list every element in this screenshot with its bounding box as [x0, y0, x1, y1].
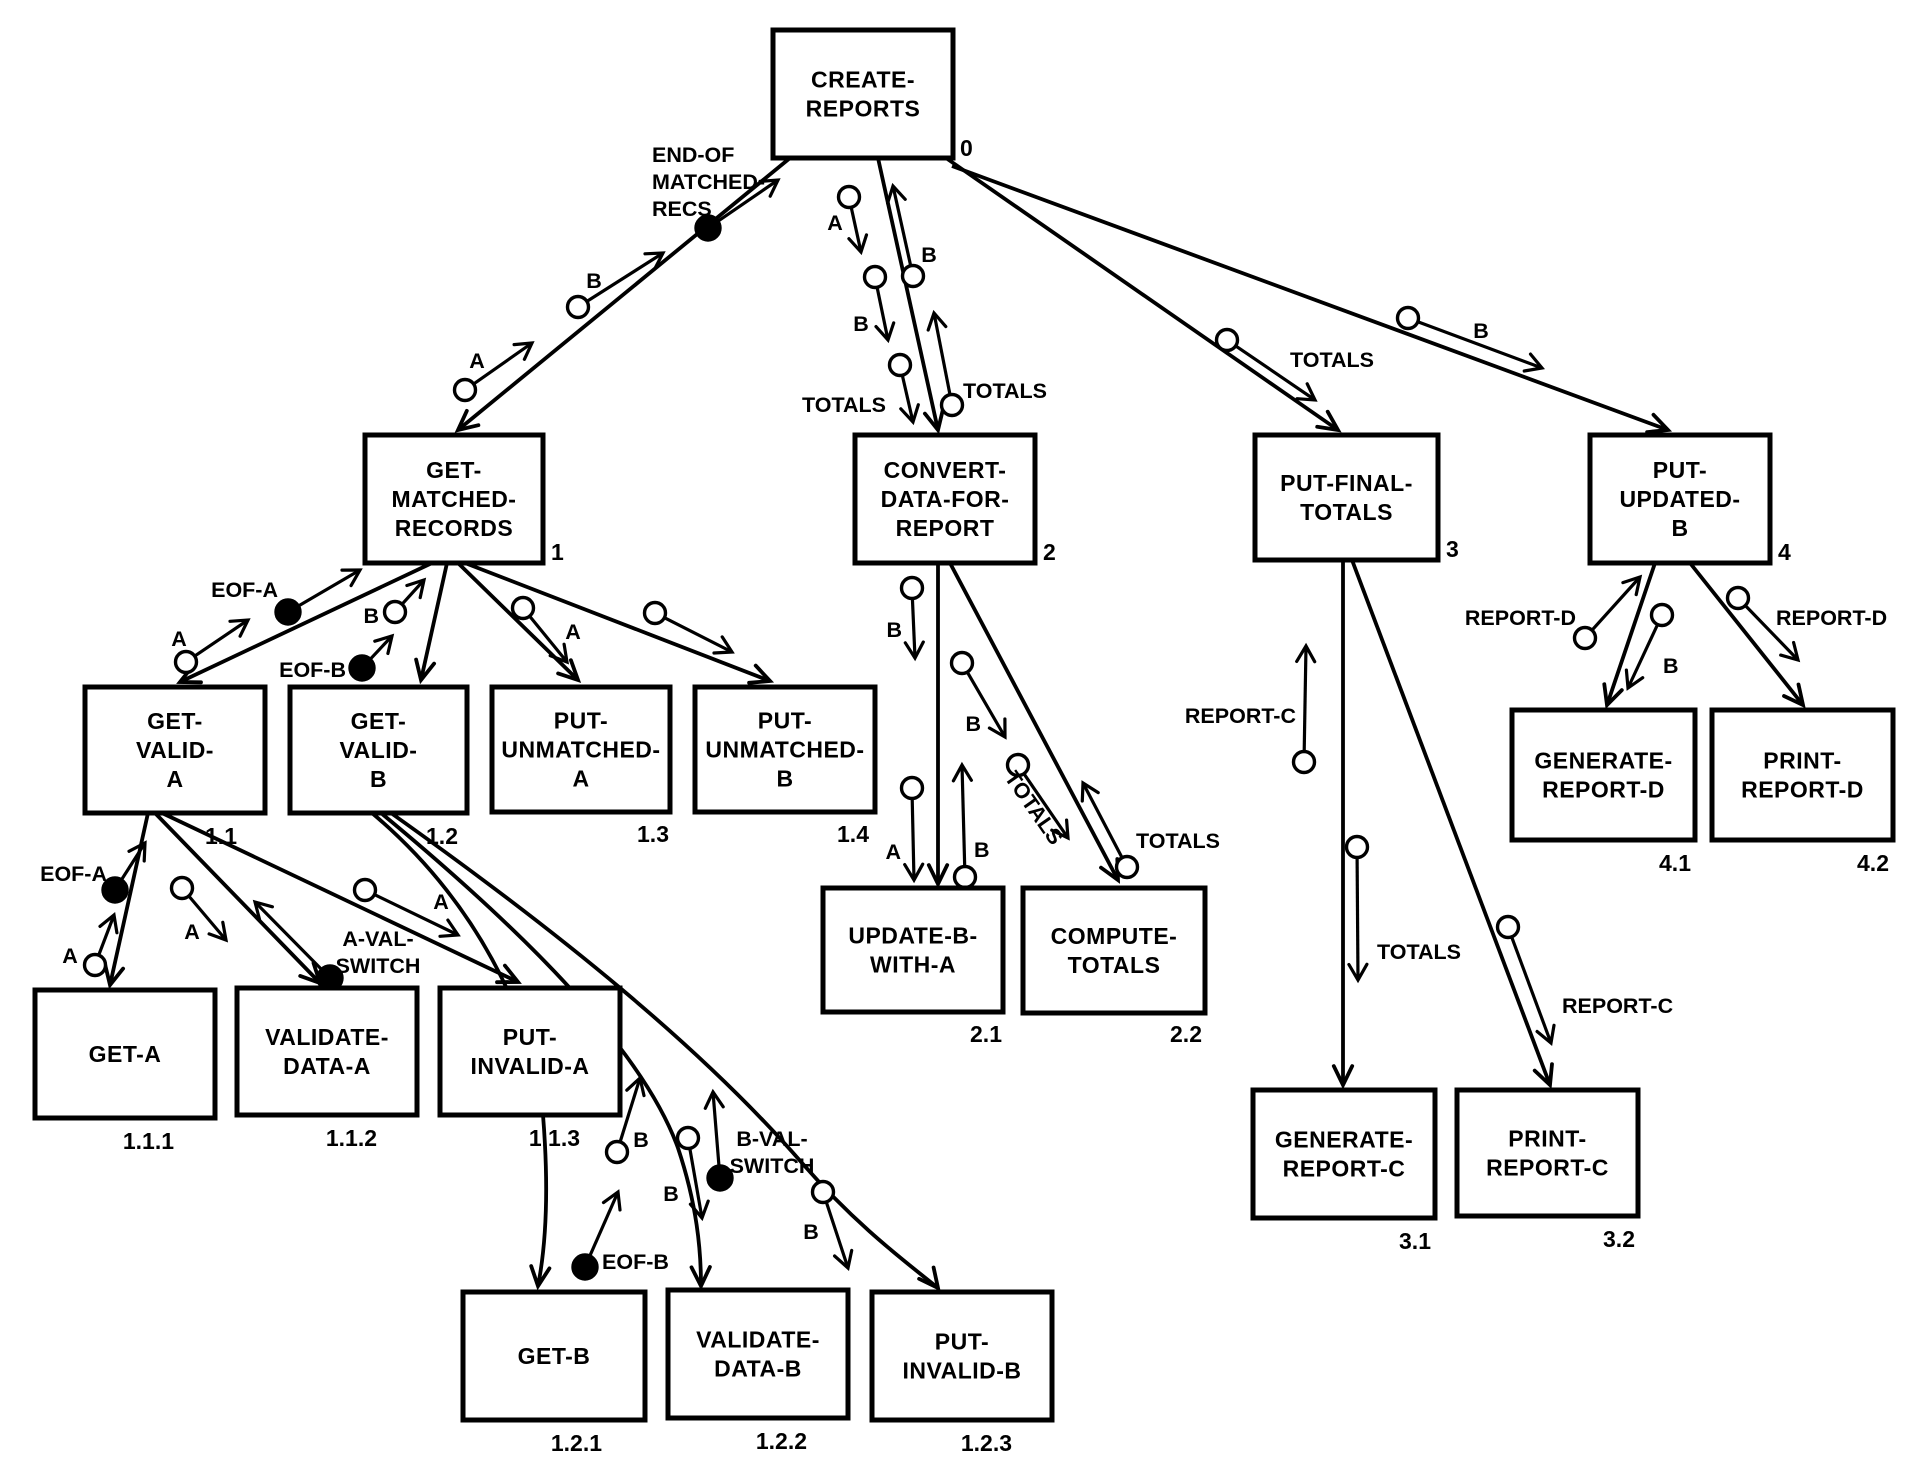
module-label: VALID-	[339, 737, 418, 763]
couple-label: B	[663, 1182, 679, 1206]
data-couple-circle-icon	[890, 355, 911, 376]
couple-label: B	[886, 618, 902, 642]
call-pub-to-print-d	[1690, 563, 1803, 705]
module-label: WITH-A	[869, 951, 957, 978]
couple-shaft	[255, 902, 323, 971]
data-report-d-up-from-generate-d	[1465, 577, 1640, 649]
module-box-update-b-with-a	[823, 888, 1003, 1012]
module-label: UNMATCHED-	[705, 736, 865, 763]
couple-label: SWITCH	[729, 1154, 815, 1178]
couple-label: B-VAL-	[736, 1127, 808, 1151]
module-label: DATA-FOR-	[880, 486, 1010, 512]
couple-label: A	[171, 627, 187, 651]
data-report-c-down-to-print-c	[1498, 917, 1674, 1044]
module-label: B	[776, 765, 794, 792]
module-label: MATCHED-	[391, 486, 517, 512]
module-label: GET-B	[517, 1343, 591, 1369]
couple-label: TOTALS	[963, 379, 1048, 403]
call-line	[458, 158, 790, 430]
module-box-print-report-c	[1457, 1090, 1638, 1216]
couple-shaft	[1304, 646, 1306, 752]
module-box-validate-data-a	[237, 988, 417, 1115]
module-label: B	[1671, 515, 1689, 541]
couple-label: RECS	[652, 197, 712, 221]
data-couple-circle-icon	[355, 880, 376, 901]
data-couple-circle-icon	[1575, 628, 1596, 649]
module-number: 1.1.1	[122, 1128, 174, 1154]
module-label: PRINT-	[1763, 747, 1842, 774]
couple-label: EOF-B	[602, 1250, 669, 1274]
call-line	[1690, 563, 1803, 705]
data-a-up-to-create	[455, 343, 533, 401]
couple-label: A-VAL-	[342, 927, 414, 951]
module-label: UNMATCHED-	[501, 736, 661, 763]
module-label: TOTALS	[1067, 952, 1161, 978]
data-couple-circle-icon	[455, 380, 476, 401]
couple-label: A	[885, 840, 901, 864]
call-convert-to-update	[929, 563, 947, 884]
module-get-valid-b	[290, 687, 467, 849]
module-label: REPORT-D	[1542, 776, 1665, 803]
couple-label: A	[469, 349, 485, 373]
couple-label: EOF-A	[211, 578, 278, 602]
couple-label: TOTALS	[1136, 829, 1221, 853]
module-number: 1.1.3	[528, 1125, 580, 1151]
call-create-to-get-matched	[458, 158, 790, 430]
flag-eof-b-from-get-b	[573, 1192, 669, 1279]
data-couple-circle-icon	[85, 955, 106, 976]
data-couple-circle-icon	[645, 603, 666, 624]
data-couple-circle-icon	[1347, 837, 1368, 858]
module-label: REPORT-C	[1282, 1155, 1406, 1182]
module-label: GENERATE-	[1274, 1126, 1414, 1153]
data-couple-circle-icon	[902, 778, 923, 799]
module-label: GET-	[426, 457, 482, 483]
module-put-invalid-b	[872, 1292, 1052, 1456]
call-line	[458, 563, 578, 680]
couple-label: A	[827, 211, 843, 235]
module-label: CREATE-	[810, 66, 916, 93]
module-put-final-totals	[1255, 435, 1459, 562]
data-totals-up-from-convert	[928, 313, 1047, 416]
module-number: 4.1	[1659, 850, 1691, 876]
data-couple-circle-icon	[1294, 752, 1315, 773]
data-couple-circle-icon	[1498, 917, 1519, 938]
data-b-up-to-create	[568, 253, 664, 318]
module-label: VALIDATE-	[696, 1326, 820, 1353]
data-to-put-unmatched-b	[645, 603, 733, 654]
data-totals-up-from-compute	[1082, 783, 1220, 878]
data-couple-circle-icon	[1728, 588, 1749, 609]
couple-label: A	[433, 890, 449, 914]
data-a-up-from-get-valid-a	[171, 620, 248, 673]
module-label: PUT-	[553, 707, 609, 734]
couple-shaft	[1592, 577, 1640, 630]
module-label: INVALID-A	[470, 1053, 590, 1079]
couple-arrowhead-icon	[230, 620, 248, 636]
module-number: 3.1	[1399, 1228, 1431, 1254]
data-report-d-down-to-print-d	[1728, 588, 1888, 661]
module-label: PUT-	[1652, 457, 1708, 483]
module-label: UPDATE-B-	[848, 922, 978, 949]
data-b-up-from-update	[953, 765, 989, 888]
call-line	[878, 158, 938, 430]
couple-label: A	[62, 944, 78, 968]
module-box-print-report-d	[1712, 710, 1893, 840]
module-label: COMPUTE-	[1050, 923, 1178, 949]
module-number: 3.2	[1603, 1226, 1635, 1252]
module-label: INVALID-B	[902, 1357, 1022, 1384]
data-b-down-to-generate-d	[1626, 605, 1678, 689]
couple-shaft	[1512, 937, 1551, 1043]
module-number: 1.2	[426, 823, 458, 849]
couple-label: REPORT-C	[1562, 994, 1674, 1018]
couple-shaft	[1357, 858, 1358, 981]
module-label: DATA-B	[714, 1355, 802, 1382]
couple-label: B	[921, 243, 937, 267]
module-label: A	[572, 765, 590, 792]
data-couple-circle-icon	[385, 602, 406, 623]
flag-b-val-switch	[705, 1092, 814, 1190]
couple-label: MATCHED-	[652, 170, 766, 194]
module-put-unmatched-b	[695, 687, 875, 847]
module-get-b	[463, 1292, 645, 1456]
module-box-validate-data-b	[668, 1290, 848, 1418]
module-label: GET-	[147, 708, 203, 734]
data-b-down-to-convert	[853, 267, 893, 341]
couple-label: B	[1473, 319, 1489, 343]
call-gmr-to-put-unmatched-a	[458, 563, 578, 680]
data-a-to-put-unmatched-a	[513, 598, 581, 663]
couple-shaft	[912, 799, 914, 881]
module-get-valid-a	[85, 687, 265, 849]
couple-shaft	[664, 618, 732, 652]
data-couple-circle-icon	[902, 578, 923, 599]
module-put-updated-b	[1590, 435, 1791, 565]
module-number: 2.2	[1170, 1021, 1202, 1047]
module-label: REPORT	[895, 515, 995, 541]
data-report-c-up-from-generate-c	[1185, 646, 1315, 773]
module-label: PUT-FINAL-	[1280, 470, 1413, 496]
couple-label: TOTALS	[1289, 348, 1375, 372]
couple-label: EOF-B	[279, 658, 346, 682]
module-number: 1.2.2	[755, 1428, 807, 1454]
module-generate-report-d	[1512, 710, 1695, 876]
data-a-down-to-update	[885, 778, 922, 881]
flag-eof-a-from-get-valid-a	[211, 570, 360, 624]
module-update-b-with-a	[823, 888, 1003, 1047]
module-number: 1.3	[637, 821, 669, 847]
data-couple-circle-icon	[1117, 857, 1138, 878]
couple-shaft	[713, 1092, 719, 1168]
module-number: 0	[960, 135, 973, 161]
module-validate-data-b	[668, 1290, 848, 1454]
module-number: 1.1.2	[325, 1125, 377, 1151]
couple-shaft	[1083, 783, 1122, 858]
couple-label: END-OF	[652, 143, 735, 167]
module-label: VALID-	[136, 737, 214, 763]
couple-label: B	[586, 269, 602, 293]
couple-shaft	[195, 620, 248, 656]
module-number: 1.2.1	[550, 1430, 602, 1456]
module-number: 4	[1778, 539, 1791, 565]
module-compute-totals	[1023, 888, 1205, 1047]
call-arrowhead-icon	[919, 1268, 938, 1289]
module-label: REPORT-D	[1741, 776, 1864, 803]
call-gmr-to-put-unmatched-b	[465, 563, 770, 683]
module-print-report-c	[1457, 1090, 1638, 1252]
couple-shaft	[912, 599, 915, 659]
module-number: 2	[1043, 539, 1056, 565]
data-couple-circle-icon	[955, 867, 976, 888]
couple-label: EOF-A	[40, 862, 107, 886]
data-couple-circle-icon	[678, 1128, 699, 1149]
couple-label: REPORT-C	[1184, 704, 1296, 728]
couple-label: TOTALS	[999, 766, 1068, 850]
data-b-up-from-get-valid-b	[363, 580, 424, 628]
module-put-unmatched-a	[492, 687, 670, 847]
couple-label: B	[965, 712, 981, 736]
couple-label: B	[853, 312, 869, 336]
module-box-put-invalid-a	[440, 988, 620, 1115]
module-box-compute-totals	[1023, 888, 1205, 1013]
couple-label: B	[363, 604, 379, 628]
module-label: PUT-	[502, 1024, 558, 1050]
module-number: 4.2	[1857, 850, 1889, 876]
module-box-put-invalid-b	[872, 1292, 1052, 1420]
data-couple-circle-icon	[952, 653, 973, 674]
data-totals-down-to-convert	[802, 355, 918, 423]
module-label: REPORT-C	[1486, 1154, 1609, 1181]
flag-couple-circle-icon	[573, 1255, 597, 1279]
module-create-reports	[773, 30, 973, 161]
data-a-up-from-get-a	[62, 915, 117, 976]
module-box-put-final-totals	[1255, 435, 1438, 560]
module-label: GENERATE-	[1534, 747, 1673, 774]
module-label: B	[369, 766, 388, 792]
couple-label: SWITCH	[335, 954, 421, 978]
module-number: 3	[1446, 536, 1459, 562]
flag-couple-circle-icon	[350, 656, 374, 680]
data-couple-circle-icon	[172, 878, 193, 899]
data-couple-circle-icon	[839, 187, 860, 208]
couple-label: TOTALS	[801, 393, 886, 417]
data-couple-circle-icon	[813, 1182, 834, 1203]
module-label: PUT-	[757, 707, 813, 734]
flag-couple-circle-icon	[276, 600, 300, 624]
module-number: 1.1	[205, 823, 237, 849]
module-print-report-d	[1712, 710, 1893, 876]
data-couple-circle-icon	[568, 297, 589, 318]
flag-a-val-switch	[255, 902, 420, 990]
couple-label: B	[974, 838, 990, 862]
data-couple-circle-icon	[176, 652, 197, 673]
module-label: GET-A	[88, 1041, 162, 1067]
module-label: RECORDS	[394, 515, 514, 541]
call-line	[465, 563, 770, 681]
data-b-to-put-invalid-b	[803, 1182, 851, 1269]
flag-couple-circle-icon	[708, 1166, 732, 1190]
data-couple-circle-icon	[865, 267, 886, 288]
module-label: PUT-	[934, 1328, 990, 1355]
couple-label: B	[633, 1128, 649, 1152]
flag-end-of-matched-recs	[652, 143, 778, 240]
module-number: 1.4	[837, 821, 869, 847]
couple-label: A	[184, 920, 200, 944]
data-a-to-validate-a	[172, 878, 227, 945]
module-label: VALIDATE-	[265, 1024, 389, 1050]
module-validate-data-a	[237, 988, 417, 1151]
call-pft-to-generate-c	[1334, 560, 1352, 1085]
data-couple-circle-icon	[942, 395, 963, 416]
module-label: DATA-A	[283, 1053, 371, 1079]
data-b-down-to-compute	[952, 653, 1006, 738]
module-number: 1	[551, 539, 564, 565]
flag-eof-b-from-get-valid-b	[279, 636, 392, 682]
module-get-matched-records	[365, 435, 564, 565]
module-generate-report-c	[1253, 1090, 1435, 1254]
module-label: REPORTS	[805, 95, 921, 122]
module-label: GET-	[350, 708, 407, 734]
data-totals-to-put-final	[1217, 330, 1375, 401]
module-convert-data-for-report	[855, 435, 1056, 565]
module-box-generate-report-d	[1512, 710, 1695, 840]
data-couple-circle-icon	[903, 266, 924, 287]
module-box-generate-report-c	[1253, 1090, 1435, 1218]
couple-label: B	[803, 1220, 819, 1244]
data-couple-circle-icon	[607, 1142, 628, 1163]
data-couple-circle-icon	[1217, 330, 1238, 351]
data-couple-circle-icon	[513, 598, 534, 619]
couple-shaft	[934, 313, 950, 395]
module-label: UPDATED-	[1619, 486, 1741, 512]
module-label: PRINT-	[1508, 1125, 1587, 1152]
module-get-a	[35, 990, 215, 1154]
couple-label: A	[565, 620, 581, 644]
data-couple-circle-icon	[1398, 308, 1419, 329]
couple-label: B	[1663, 654, 1679, 678]
couple-shaft	[962, 765, 965, 867]
data-totals-down-to-generate-c	[1347, 837, 1462, 981]
couple-label: REPORT-D	[1776, 606, 1888, 630]
module-put-invalid-a	[440, 988, 620, 1151]
module-number: 2.1	[970, 1021, 1002, 1047]
module-label: CONVERT-	[883, 457, 1007, 483]
couple-label: REPORT-D	[1464, 606, 1576, 630]
data-couple-circle-icon	[1652, 605, 1673, 626]
module-label: TOTALS	[1300, 499, 1393, 525]
module-box-create-reports	[773, 30, 953, 158]
data-b-down-to-update	[886, 578, 923, 659]
couple-label: TOTALS	[1377, 940, 1462, 964]
module-label: A	[166, 766, 184, 792]
couple-arrowhead-icon	[1297, 384, 1315, 400]
module-number: 1.2.3	[960, 1430, 1012, 1456]
data-a-down-to-convert	[827, 187, 866, 253]
